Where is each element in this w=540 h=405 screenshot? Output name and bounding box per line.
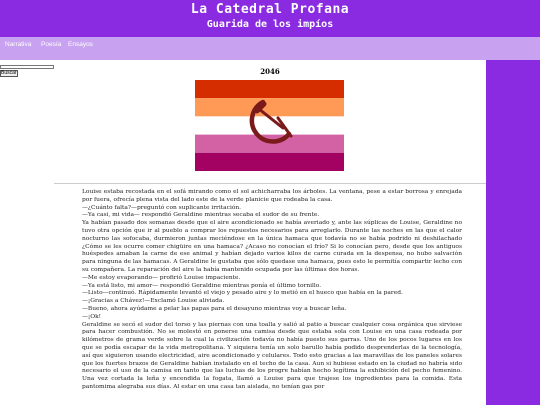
flag-stripe-4: [195, 135, 344, 153]
lesbian-communist-flag-image: [195, 80, 344, 171]
nav-item-narrativa[interactable]: Narrativa: [5, 41, 32, 48]
post-paragraph: —Ya está listo, mi amor— respondió Geraldine mientras ponía el último tornillo.: [82, 282, 322, 289]
content-divider: [54, 183, 486, 184]
post-paragraph: —¿Cuánto falta?—preguntó con suplicante irritación.: [82, 204, 242, 211]
main-nav: [0, 37, 540, 60]
site-title[interactable]: La Catedral Profana: [190, 2, 350, 17]
post-paragraph: —¡Ok!: [82, 313, 102, 320]
post-paragraph: —Listo—continuó. Rápidamente levantó el viejo y pesado aire y lo metió en el hueco que había en la pared.: [82, 290, 403, 297]
nav-item-ensayos[interactable]: Ensayos: [68, 41, 93, 48]
flag-stripe-2: [195, 98, 344, 116]
left-sidebar: [0, 60, 54, 405]
post-content: [54, 60, 486, 405]
nav-item-poesia[interactable]: Poesía: [41, 41, 62, 48]
post-paragraph: —Me estoy evaporando— profirió Louise impaciente.: [82, 274, 241, 281]
post-paragraph: Ya habían pasado dos semanas desde que el aire acondicionado se había averiado y, ante las súplicas de Louise, Geraldine no tuvo otra opción que ir al pueblo a comprar los repuestos necesarios para arreglarlo. Durante las noches en las que el calor nocturno las sofocaba, durmieron juntas meciéndose en la única hamaca que todavía no se había podrido ni deshilachado ¿Cómo se les ocurre comer chigüire en una hamaca? ¿Acaso no conocían el frío? Si lo conocían pero, desde que los antiguos huéspedes amaban la carne de ese animal y habían dejado varios kilos de carne curada en la despensa, no hubo salvación para ninguna de las hamacas. A Geraldine le gustaba que sólo quedase una hamaca, pues esto le permitía compartir lecho con su compañera. La reparación del aire la había mantenido ocupada por las últimas dos horas.: [82, 220, 462, 273]
flag-stripe-1: [195, 80, 344, 98]
site-subtitle: Guarida de los impíos: [206, 19, 334, 30]
post-body: [82, 189, 462, 392]
flag-stripe-5: [195, 153, 344, 171]
search-input[interactable]: [0, 65, 54, 69]
post-paragraph: —Ya casi, mi vida— respondió Geraldine mientras secaba el sudor de su frente.: [82, 212, 320, 219]
post-paragraph: Geraldine se secó el sudor del torso y las piernas con una toalla y salió al patio a buscar cualquier cosa orgánica que sirviese para hacer combustión. No se molestó en ponerse una camisa desde que estaba sola con Louise en una casa rodeada por kilómetros de grama verde sobre la cual la civilización todavía no había puesto sus garras. Uno de los pocos lugares en los que se podía escapar de la vida metropolitana. Y siquiera tenía un solo barullo había podido desprenderlas de la tecnología, así que siguieron usando electricidad, aire acondicionado y celulares. Todo esto gracias a las maravillas de los paneles solares que los fuertes brazos de Geraldine habían instalado en el techo de la casa. Aun si hubiese estado en la ciudad no habría sido necesario el uso de la camisa en tanto que las luchas de los progre habían hecho legítima la exhibición del pecho femenino. Una vez cortada la leña y encendida la fogata, llamó a Louise para que trajese los ingredientes para la comida. Esta pantomima alegraba sus días. Al estar en una casa tan aislada, no tenían gas por: [82, 321, 462, 390]
search-button[interactable]: Buscar: [1, 70, 17, 76]
post-paragraph: —¡Gracias a Chávez!—Exclamó Louise aliviada.: [82, 298, 225, 305]
site-header: [0, 0, 540, 37]
post-paragraph: Louise estaba recostada en el sofá mirando como el sol achicharraba los árboles. La ventana, pese a estar borrosa y enrejada por fuera, ofrecía plena vista del lado este de la verde planicie que rodeaba la casa.: [82, 189, 462, 203]
post-title[interactable]: 2046: [260, 67, 280, 76]
post-paragraph: —Bueno, ahora ayúdame a pelar las papas para el desayuno mientras voy a buscar leña.: [82, 305, 347, 312]
right-sidebar: [486, 60, 540, 405]
